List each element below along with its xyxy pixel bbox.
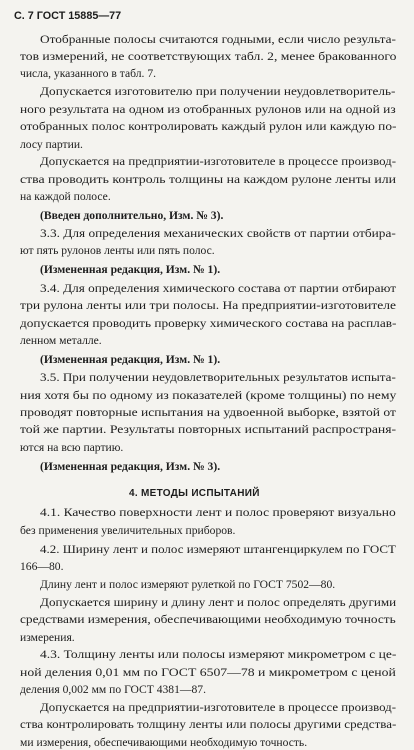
- text-line: той же партии. Результаты повторных испытаний распространя-: [20, 423, 397, 436]
- text-line: числа, указанного в табл. 7.: [20, 67, 157, 80]
- amendment-note: (Измененная редакция, Изм. № 1).: [40, 353, 221, 366]
- text-line: 3.4. Для определения химического состава от партии отбирают: [40, 282, 396, 295]
- text-line: 4.1. Качество поверхности лент и полос проверяют визуально: [40, 506, 396, 519]
- text-line: ния хотя бы по одному из показателей (кроме толщины) по нему: [20, 389, 397, 402]
- text-line: ми измерения, обеспечивающими необходимую точность.: [20, 735, 308, 749]
- text-line: ют пять рулонов ленты или пять полос.: [20, 244, 215, 257]
- text-line: 166—80.: [20, 560, 64, 573]
- section-heading: 4. МЕТОДЫ ИСПЫТАНИЙ: [129, 488, 260, 499]
- text-line: 3.3. Для определения механических свойств от партии отбира-: [40, 227, 396, 240]
- text-line: ного результата на одном из отобранных рулонов или на одной из: [20, 103, 396, 116]
- text-line: Допускается ширину и длину лент и полос определять другими: [40, 595, 397, 609]
- text-line: три рулона ленты или три полосы. На предприятии-изготовителе: [20, 299, 397, 312]
- text-line: лосу партии.: [20, 138, 83, 151]
- text-line: Длину лент и полос измеряют рулеткой по ГОСТ 7502—80.: [40, 578, 336, 591]
- text-line: тов измерений, не соответствующих табл. 2, менее бракованного: [20, 50, 397, 63]
- text-line: измерения.: [20, 630, 75, 644]
- text-line: 3.5. При получении неудовлетворительных результатов испыта-: [40, 371, 396, 384]
- text-line: ства контролировать толщину ленты или полосы другими средства-: [20, 718, 397, 731]
- text-line: 4.3. Толщину ленты или полосы измеряют микрометром с це-: [40, 648, 397, 661]
- amendment-note: (Измененная редакция, Изм. № 1).: [40, 263, 221, 276]
- text-line: деления 0,002 мм по ГОСТ 4381—87.: [20, 683, 206, 696]
- text-line: средствами измерения, обеспечивающими необходимую точность: [20, 613, 396, 626]
- text-line: допускается проводить проверку химического состава на расплав-: [20, 317, 397, 330]
- text-line: ной деления 0,01 мм по ГОСТ 6507—78 и микрометром с ценой: [20, 665, 396, 679]
- text-line: на каждой полосе.: [20, 190, 111, 203]
- text-line: ются на всю партию.: [20, 441, 124, 454]
- text-line: без применения увеличительных приборов.: [20, 524, 236, 537]
- text-line: ленном металле.: [20, 334, 102, 347]
- amendment-note: (Введен дополнительно, Изм. № 3).: [40, 209, 224, 222]
- text-line: отобранных полос контролировать каждый рулон или каждую по-: [20, 120, 397, 133]
- amendment-note: (Измененная редакция, Изм. № 3).: [40, 460, 221, 473]
- text-line: Отобранные полосы считаются годными, если число результа-: [40, 33, 396, 46]
- text-line: 4.2. Ширину лент и полос измеряют штангенциркулем по ГОСТ: [40, 543, 396, 556]
- text-line: проводят повторные испытания на удвоенной выборке, взятой от: [20, 406, 396, 419]
- text-line: Допускается на предприятии-изготовителе в процессе производ-: [40, 700, 397, 714]
- text-line: ства проводить контроль толщины на каждом рулоне ленты или: [20, 173, 397, 186]
- text-line: Допускается на предприятии-изготовителе в процессе производ-: [40, 155, 397, 168]
- page-header: С. 7 ГОСТ 15885—77: [14, 10, 122, 22]
- text-line: Допускается изготовителю при получении неудовлетворитель-: [40, 85, 396, 98]
